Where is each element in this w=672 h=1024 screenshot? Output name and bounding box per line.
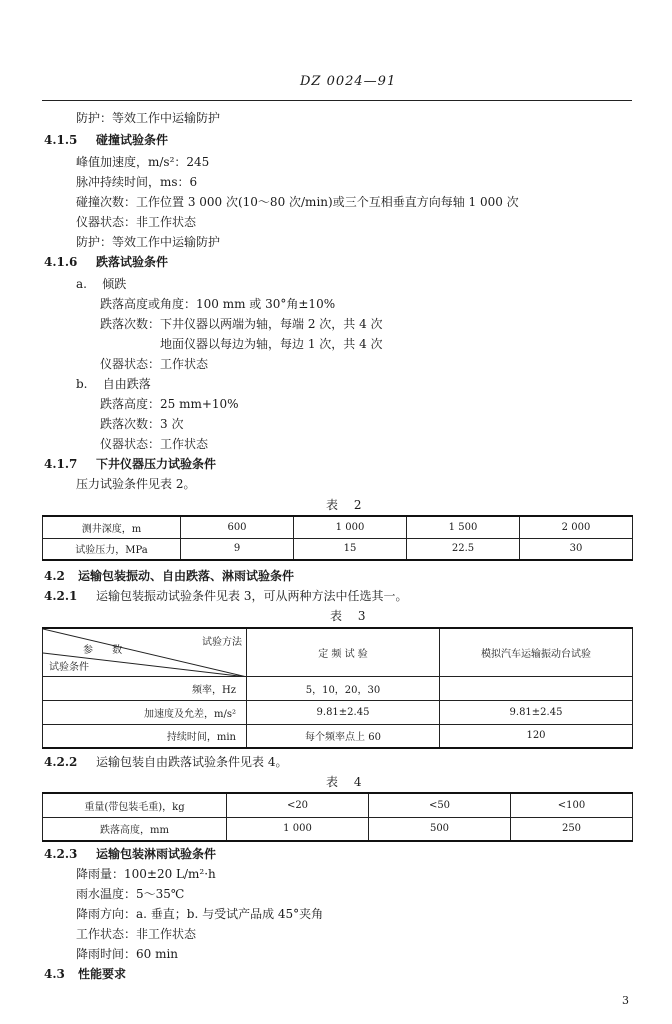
table-header-cell: 定 频 试 验	[247, 628, 440, 676]
text-line: 仪器状态：工作状态	[100, 437, 209, 451]
table-cell: 试验压力，MPa	[43, 538, 181, 560]
table-cell: 15	[294, 538, 407, 560]
table-4-caption: 表 4	[326, 775, 368, 789]
text-line: 跌落高度：25 mm+10%	[100, 397, 239, 411]
table-cell: 9	[181, 538, 294, 560]
table-cell: 9.81±2.45	[440, 700, 633, 724]
table-2	[42, 515, 633, 561]
document-code-header: DZ 0024—91	[300, 74, 397, 89]
text-line: 峰值加速度，m/s²：245	[76, 155, 210, 169]
section-4-2-heading	[44, 568, 294, 584]
table-3	[42, 627, 633, 749]
section-4-2-3-heading	[44, 846, 216, 862]
list-item-a	[76, 276, 126, 292]
list-item-b	[76, 376, 151, 392]
section-title: 运输包装淋雨试验条件	[96, 847, 217, 861]
table-row	[43, 700, 633, 724]
table-cell: 1 500	[407, 516, 520, 538]
list-marker: b.	[76, 377, 88, 391]
text-line: 跌落次数：下井仪器以两端为轴，每端 2 次，共 4 次	[100, 317, 383, 331]
corner-label-condition: 试验条件	[49, 661, 89, 673]
table-cell: 每个频率点上 60	[247, 724, 440, 748]
text-line: 碰撞次数：工作位置 3 000 次(10～80 次/min)或三个互相垂直方向每轴 1 000 次	[76, 195, 519, 209]
table-cell: 频率，Hz	[43, 676, 247, 700]
section-4-2-2-heading	[44, 754, 287, 770]
section-title: 运输包装振动、自由跌落、淋雨试验条件	[78, 569, 295, 583]
section-number: 4.2.2	[44, 755, 78, 769]
table-row	[43, 538, 633, 560]
table-cell: 250	[511, 817, 633, 841]
text-line: 防护：等效工作中运输防护	[76, 111, 221, 125]
table-row	[43, 817, 633, 841]
table-cell: 5，10，20，30	[247, 676, 440, 700]
corner-label-method: 试验方法	[202, 637, 242, 648]
section-number: 4.1.6	[44, 255, 78, 269]
section-4-2-1-heading	[44, 588, 407, 604]
section-title: 下井仪器压力试验条件	[96, 457, 217, 471]
table-cell: 重量(带包装毛重)，kg	[43, 793, 227, 817]
section-number: 4.2.1	[44, 589, 78, 603]
section-text: 运输包装振动试验条件见表 3，可从两种方法中任选其一。	[96, 589, 408, 603]
text-line: 降雨量：100±20 L/m²·h	[76, 867, 216, 881]
text-line: 工作状态：非工作状态	[76, 927, 197, 941]
table-row	[43, 724, 633, 748]
table-cell: <20	[227, 793, 369, 817]
table-4	[42, 792, 633, 842]
text-line: 防护：等效工作中运输防护	[76, 235, 221, 249]
section-number: 4.1.7	[44, 457, 78, 471]
table-cell: 1 000	[227, 817, 369, 841]
table-header-row	[43, 628, 633, 676]
table-cell: <100	[511, 793, 633, 817]
table-header-cell: 模拟汽车运输振动台试验	[440, 628, 633, 676]
table-cell: 跌落高度，mm	[43, 817, 227, 841]
text-line: 脉冲持续时间，ms：6	[76, 175, 198, 189]
list-marker: a.	[76, 277, 87, 291]
table-cell: 测井深度，m	[43, 516, 181, 538]
section-title: 跌落试验条件	[96, 255, 169, 269]
header-rule	[42, 100, 632, 101]
section-number: 4.2.3	[44, 847, 78, 861]
table-row	[43, 516, 633, 538]
table-cell: 30	[520, 538, 633, 560]
section-title: 性能要求	[78, 967, 127, 981]
text-line: 仪器状态：非工作状态	[76, 215, 197, 229]
text-line: 跌落次数：3 次	[100, 417, 184, 431]
section-number: 4.3	[44, 967, 65, 981]
table-cell: 600	[181, 516, 294, 538]
text-line: 跌落高度或角度：100 mm 或 30°角±10%	[100, 297, 336, 311]
text-line: 仪器状态：工作状态	[100, 357, 209, 371]
table-cell: 22.5	[407, 538, 520, 560]
table-cell: 2 000	[520, 516, 633, 538]
table-2-caption: 表 2	[326, 498, 368, 512]
section-4-1-7-heading	[44, 456, 216, 472]
section-4-1-6-heading	[44, 254, 168, 270]
table-row	[43, 793, 633, 817]
text-line: 降雨时间：60 min	[76, 947, 179, 961]
page-number: 3	[622, 994, 629, 1007]
section-number: 4.2	[44, 569, 65, 583]
list-title: 倾跌	[102, 277, 127, 291]
text-line: 地面仪器以每边为轴，每边 1 次，共 4 次	[160, 337, 383, 351]
table-cell: <50	[369, 793, 511, 817]
section-4-3-heading	[44, 966, 126, 982]
section-4-1-5-heading	[44, 132, 168, 148]
section-text: 运输包装自由跌落试验条件见表 4。	[96, 755, 288, 769]
table-cell: 500	[369, 817, 511, 841]
table-cell: 加速度及允差，m/s²	[43, 700, 247, 724]
table-cell: 持续时间，min	[43, 724, 247, 748]
table-cell: 9.81±2.45	[247, 700, 440, 724]
section-title: 碰撞试验条件	[96, 133, 169, 147]
corner-label-param: 参 数	[83, 645, 131, 656]
list-title: 自由跌落	[102, 377, 151, 391]
table-3-caption: 表 3	[330, 609, 372, 623]
table-cell: 1 000	[294, 516, 407, 538]
table-cell: 120	[440, 724, 633, 748]
text-line: 降雨方向：a. 垂直；b. 与受试产品成 45°夹角	[76, 907, 324, 921]
section-number: 4.1.5	[44, 133, 78, 147]
table-row	[43, 676, 633, 700]
text-line: 压力试验条件见表 2。	[76, 477, 196, 491]
text-line: 雨水温度：5～35℃	[76, 887, 185, 901]
diagonal-header-cell	[43, 628, 247, 676]
table-cell	[440, 676, 633, 700]
